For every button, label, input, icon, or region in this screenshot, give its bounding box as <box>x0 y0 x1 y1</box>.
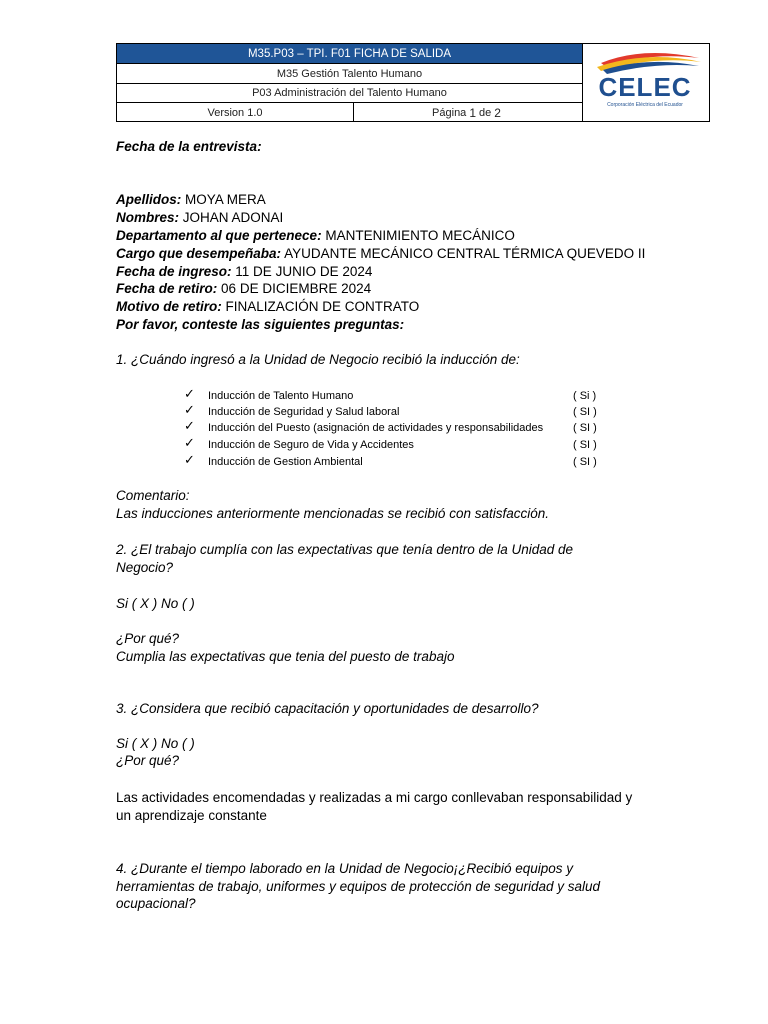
check-icon: ✓ <box>184 418 195 433</box>
fecha-entrevista-field <box>116 138 262 156</box>
nombres-field <box>116 209 283 227</box>
fecha-entrevista-label: Fecha de la entrevista: <box>116 139 262 154</box>
apellidos-field <box>116 191 266 209</box>
document-header-table <box>116 43 710 122</box>
apellidos-value: MOYA MERA <box>185 192 266 207</box>
page-total: 2 <box>494 105 501 120</box>
question-3: 3. ¿Considera que recibió capacitación y oportunidades de desarrollo? <box>116 701 539 716</box>
check-icon: ✓ <box>184 435 195 450</box>
question-4-line-1: 4. ¿Durante el tiempo laborado en la Unidad de Negocio¡¿Recibió equipos y <box>116 861 574 876</box>
question-4-line-3: ocupacional? <box>116 896 196 911</box>
checklist-item-text: Inducción de Seguridad y Salud laboral <box>208 406 400 418</box>
question-3-why-line-1: Las actividades encomendadas y realizadas a mi cargo conllevaban responsabilidad y <box>116 790 633 805</box>
departamento-label: Departamento al que pertenece: <box>116 228 322 243</box>
retiro-field <box>116 280 371 298</box>
question-3-answer: Si ( X ) No ( ) <box>116 736 195 751</box>
ingreso-field <box>116 263 372 281</box>
checklist-item-answer: ( Si ) <box>573 390 597 402</box>
ingreso-label: Fecha de ingreso: <box>116 264 232 279</box>
cargo-label: Cargo que desempeñaba: <box>116 246 282 261</box>
checklist-item-answer: ( SI ) <box>573 422 597 434</box>
question-3-why-label: ¿Por qué? <box>116 753 180 768</box>
question-2-answer: Si ( X ) No ( ) <box>116 596 195 611</box>
checklist-item-text: Inducción del Puesto (asignación de actividades y responsabilidades <box>208 422 544 434</box>
check-icon: ✓ <box>184 452 195 467</box>
question-2-why: Cumplia las expectativas que tenia del puesto de trabajo <box>116 649 455 664</box>
check-icon: ✓ <box>184 386 195 401</box>
question-4-line-2: herramientas de trabajo, uniformes y equipos de protección de seguridad y salud <box>116 879 601 894</box>
celec-logo <box>583 44 709 121</box>
check-icon: ✓ <box>184 402 195 417</box>
checklist-item-answer: ( SI ) <box>573 406 597 418</box>
question-3-why-line-2: un aprendizaje constante <box>116 808 267 823</box>
motivo-value: FINALIZACIÓN DE CONTRATO <box>225 299 420 314</box>
nombres-value: JOHAN ADONAI <box>182 210 284 225</box>
cargo-field <box>116 245 645 263</box>
instructions: Por favor, conteste las siguientes preguntas: <box>116 317 405 332</box>
apellidos-label: Apellidos: <box>116 192 182 207</box>
question-2-why-label: ¿Por qué? <box>116 631 180 646</box>
departamento-value: MANTENIMIENTO MECÁNICO <box>325 228 515 243</box>
logo-tagline: Corporación Eléctrica del Ecuador <box>607 102 683 108</box>
checklist-item-text: Inducción de Gestion Ambiental <box>208 456 363 468</box>
departamento-field <box>116 227 515 245</box>
page-number: 1 <box>469 105 476 120</box>
cargo-value: AYUDANTE MECÁNICO CENTRAL TÉRMICA QUEVEDO II <box>284 246 646 261</box>
process-area: M35 Gestión Talento Humano <box>117 64 583 84</box>
checklist-item-answer: ( SI ) <box>573 456 597 468</box>
comment-label: Comentario: <box>116 488 190 503</box>
page-prefix: Página <box>432 106 467 119</box>
page-indicator <box>354 103 583 122</box>
checklist-item-text: Inducción de Talento Humano <box>208 390 354 402</box>
ingreso-value: 11 DE JUNIO DE 2024 <box>235 264 373 279</box>
checklist-item-text: Inducción de Seguro de Vida y Accidentes <box>208 439 414 451</box>
motivo-label: Motivo de retiro: <box>116 299 222 314</box>
logo-wordmark: CELEC <box>598 72 692 102</box>
process-subarea: P03 Administración del Talento Humano <box>117 84 583 103</box>
retiro-value: 06 DE DICIEMBRE 2024 <box>221 281 372 296</box>
question-1: 1. ¿Cuándo ingresó a la Unidad de Negocio recibió la inducción de: <box>116 352 520 367</box>
comment-text: Las inducciones anteriormente mencionadas se recibió con satisfacción. <box>116 506 549 521</box>
celec-logo-graphic <box>583 44 709 121</box>
nombres-label: Nombres: <box>116 210 180 225</box>
retiro-label: Fecha de retiro: <box>116 281 218 296</box>
question-2-line-2: Negocio? <box>116 560 174 575</box>
checklist-item-answer: ( SI ) <box>573 439 597 451</box>
version-label: Version 1.0 <box>117 103 354 122</box>
page-separator: de <box>479 106 492 119</box>
question-2-line-1: 2. ¿El trabajo cumplía con las expectativas que tenía dentro de la Unidad de <box>116 542 574 557</box>
motivo-field <box>116 298 419 316</box>
form-title: M35.P03 – TPI. F01 FICHA DE SALIDA <box>117 44 583 64</box>
